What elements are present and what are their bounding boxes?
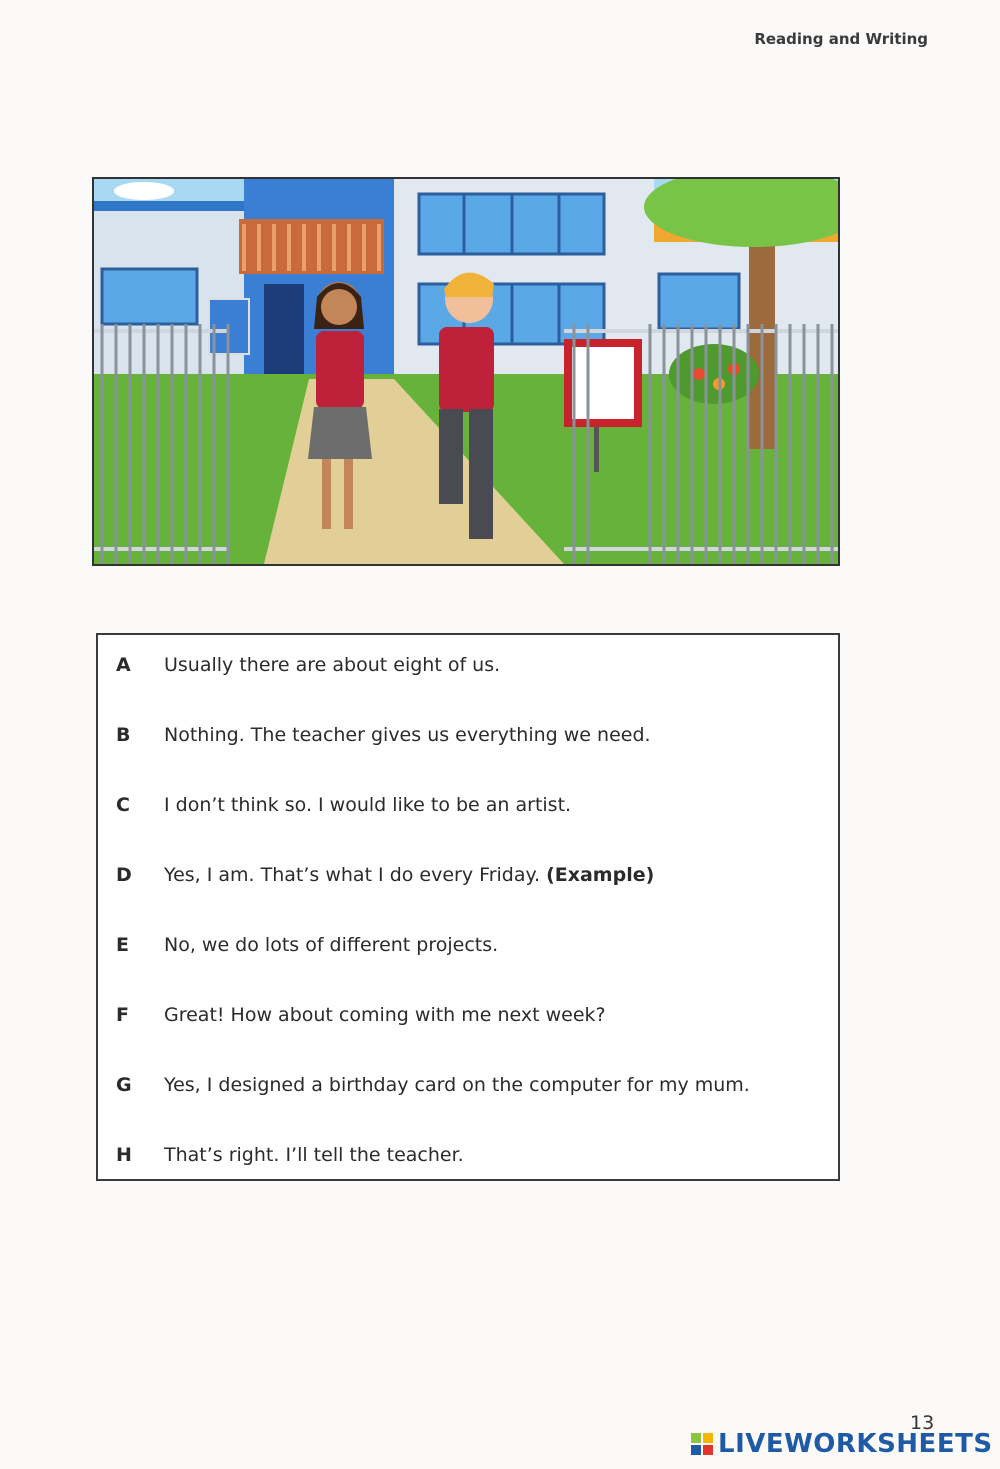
header-title: Reading and Writing — [754, 30, 928, 48]
option-f — [98, 995, 838, 1035]
option-letter: C — [116, 794, 130, 816]
option-text: That’s right. I’ll tell the teacher. — [164, 1144, 464, 1166]
liveworksheets-logo-icon — [690, 1432, 714, 1456]
option-letter: E — [116, 934, 129, 956]
option-e — [98, 925, 838, 965]
page-number: 13 — [910, 1412, 935, 1434]
option-b — [98, 715, 838, 755]
option-a — [98, 645, 838, 685]
option-text: I don’t think so. I would like to be an artist. — [164, 794, 572, 816]
option-letter: G — [116, 1074, 132, 1096]
option-letter: F — [116, 1004, 129, 1026]
example-label: (Example) — [546, 864, 655, 886]
option-text-wrap — [164, 864, 654, 886]
option-letter: B — [116, 724, 131, 746]
option-letter: H — [116, 1144, 132, 1166]
option-text: Great! How about coming with me next week? — [164, 1004, 606, 1026]
school-illustration — [92, 177, 840, 566]
option-text: Yes, I designed a birthday card on the computer for my mum. — [164, 1074, 750, 1096]
option-c — [98, 785, 838, 825]
option-d — [98, 855, 838, 895]
option-text: Usually there are about eight of us. — [164, 654, 501, 676]
option-g — [98, 1065, 838, 1105]
watermark-text: LIVEWORKSHEETS — [718, 1429, 993, 1459]
option-h — [98, 1135, 838, 1175]
answer-options-box — [96, 633, 840, 1181]
liveworksheets-watermark[interactable] — [690, 1430, 993, 1458]
option-text: Yes, I am. That’s what I do every Friday. — [164, 864, 541, 886]
option-letter: A — [116, 654, 131, 676]
option-text: Nothing. The teacher gives us everything we need. — [164, 724, 651, 746]
option-letter: D — [116, 864, 132, 886]
option-text: No, we do lots of different projects. — [164, 934, 499, 956]
